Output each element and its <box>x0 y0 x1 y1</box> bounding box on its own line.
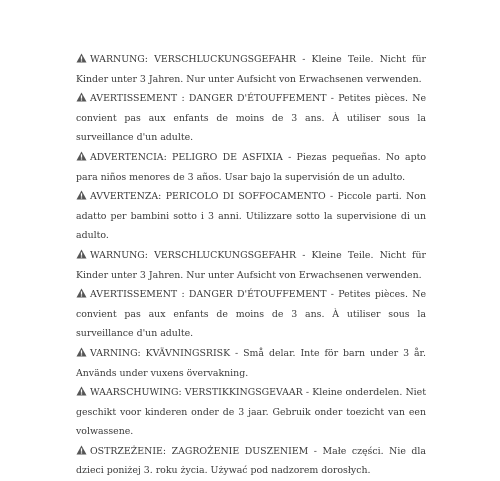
warning-text: AVERTISSEMENT : DANGER D'ÉTOUFFEMENT - Petites pièces. Ne convient pas aux enfants de moins de 3 ans. À utiliser sous la surveillance d'un adulte. <box>76 93 426 144</box>
warning-triangle-icon <box>76 190 87 200</box>
warning-text: WARNUNG: VERSCHLUCKUNGSGEFAHR - Kleine Teile. Nicht für Kinder unter 3 Jahren. Nur unter Aufsicht von Erwachsenen verwenden. <box>76 249 426 281</box>
warning-text: WAARSCHUWING: VERSTIKKINGSGEVAAR - Kleine onderdelen. Niet geschikt voor kinderen onder de 3 jaar. Gebruik onder toezicht van een volwassene. <box>76 387 426 438</box>
warning-text: WARNUNG: VERSCHLUCKUNGSGEFAHR - Kleine Teile. Nicht für Kinder unter 3 Jahren. Nur unter Aufsicht von Erwachsenen verwenden. <box>76 54 426 85</box>
warning-paragraph <box>76 285 426 344</box>
warning-paragraph <box>76 383 426 442</box>
warning-triangle-icon <box>76 249 87 259</box>
warning-text: ADVERTENCIA: PELIGRO DE ASFIXIA - Piezas pequeñas. No apto para niños menores de 3 años. Usar bajo la supervisión de un adulto. <box>76 151 426 183</box>
warning-triangle-icon <box>76 386 87 396</box>
warning-paragraph <box>76 246 426 285</box>
warning-labels-document <box>76 50 426 481</box>
warning-triangle-icon <box>76 288 87 298</box>
warning-paragraph <box>76 344 426 383</box>
warning-triangle-icon <box>76 151 87 161</box>
warning-paragraph <box>76 187 426 246</box>
warning-paragraph <box>76 50 426 89</box>
warning-text: AVERTISSEMENT : DANGER D'ÉTOUFFEMENT - Petites pièces. Ne convient pas aux enfants de moins de 3 ans. À utiliser sous la surveillance d'un adulte. <box>76 289 426 340</box>
warning-text: AVVERTENZA: PERICOLO DI SOFFOCAMENTO - Piccole parti. Non adatto per bambini sotto i 3 anni. Utilizzare sotto la supervisione di un adulto. <box>76 191 426 242</box>
warning-paragraph <box>76 148 426 187</box>
warning-triangle-icon <box>76 347 87 357</box>
warning-paragraph <box>76 89 426 148</box>
warning-text: OSTRZEŻENIE: ZAGROŻENIE DUSZENIEM - Małe części. Nie dla dzieci poniżej 3. roku życia. Używać pod nadzorem dorosłych. <box>76 445 426 477</box>
warning-triangle-icon <box>76 92 87 102</box>
warning-triangle-icon <box>76 53 87 63</box>
warning-text: VARNING: KVÄVNINGSRISK - Små delar. Inte för barn under 3 år. Används under vuxens övervakning. <box>76 347 426 379</box>
warning-triangle-icon <box>76 445 87 455</box>
